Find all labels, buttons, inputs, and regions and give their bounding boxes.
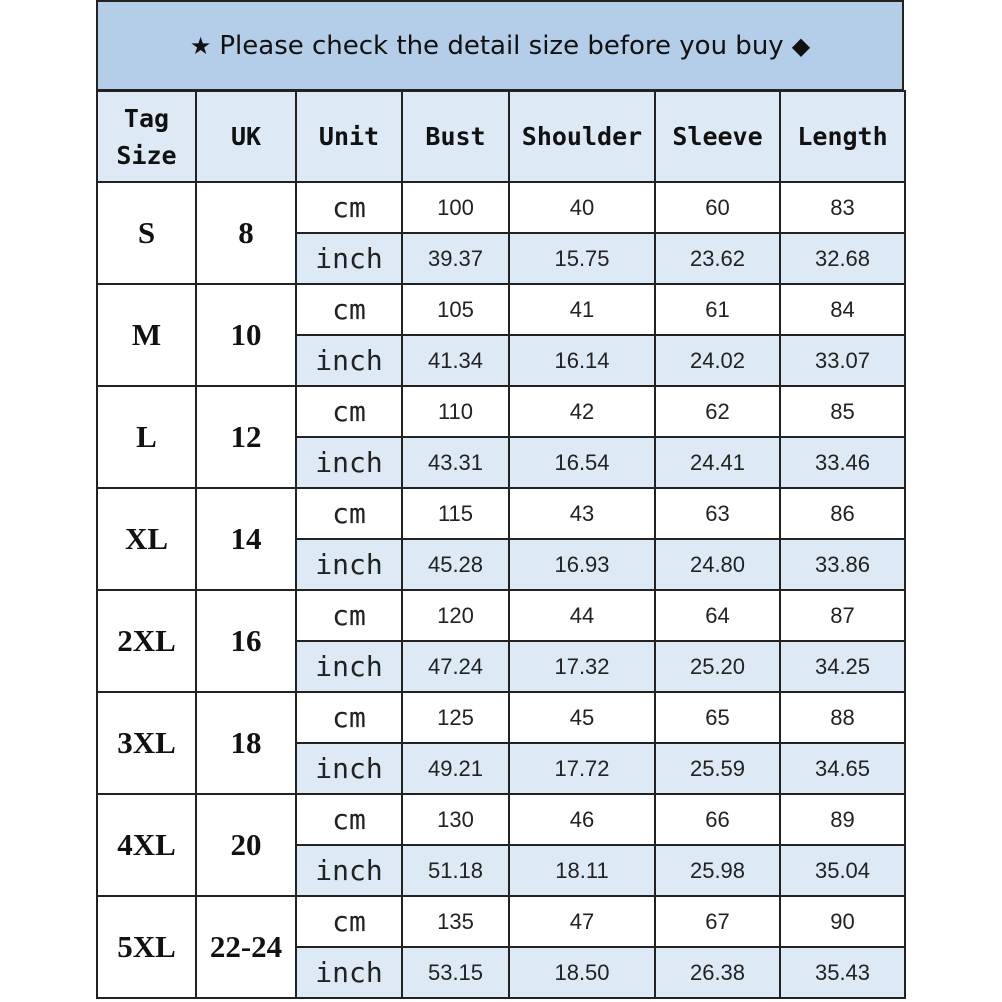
shoulder-cell: 44: [509, 590, 655, 641]
length-cell: 32.68: [780, 233, 905, 284]
diamond-icon: ◆: [791, 31, 811, 60]
unit-cell: cm: [296, 488, 402, 539]
unit-cell: inch: [296, 539, 402, 590]
header-tag-line2: Size: [116, 140, 177, 170]
sleeve-cell: 65: [655, 692, 780, 743]
bust-cell: 39.37: [402, 233, 509, 284]
uk-size-cell: 18: [196, 692, 296, 794]
shoulder-cell: 46: [509, 794, 655, 845]
tag-size-cell: 3XL: [97, 692, 196, 794]
sleeve-cell: 63: [655, 488, 780, 539]
size-row-cm: [97, 386, 905, 437]
header-bust: Bust: [402, 91, 509, 182]
uk-size-cell: 14: [196, 488, 296, 590]
size-row-cm: [97, 284, 905, 335]
length-cell: 85: [780, 386, 905, 437]
sleeve-cell: 24.41: [655, 437, 780, 488]
sleeve-cell: 25.20: [655, 641, 780, 692]
bust-cell: 41.34: [402, 335, 509, 386]
star-icon: ★: [189, 31, 212, 60]
bust-cell: 125: [402, 692, 509, 743]
sleeve-cell: 26.38: [655, 947, 780, 998]
header-tag-line1: Tag: [123, 103, 170, 133]
bust-cell: 130: [402, 794, 509, 845]
length-cell: 84: [780, 284, 905, 335]
size-row-cm: [97, 590, 905, 641]
length-cell: 89: [780, 794, 905, 845]
banner: [96, 0, 904, 91]
tag-size-cell: 5XL: [97, 896, 196, 998]
length-cell: 88: [780, 692, 905, 743]
unit-cell: inch: [296, 641, 402, 692]
tag-size-cell: M: [97, 284, 196, 386]
unit-cell: inch: [296, 947, 402, 998]
bust-cell: 110: [402, 386, 509, 437]
bust-cell: 47.24: [402, 641, 509, 692]
length-cell: 35.43: [780, 947, 905, 998]
shoulder-cell: 16.14: [509, 335, 655, 386]
bust-cell: 115: [402, 488, 509, 539]
uk-size-cell: 20: [196, 794, 296, 896]
size-row-cm: [97, 794, 905, 845]
uk-size-cell: 10: [196, 284, 296, 386]
sleeve-cell: 66: [655, 794, 780, 845]
shoulder-cell: 45: [509, 692, 655, 743]
header-row: [97, 91, 905, 182]
shoulder-cell: 17.32: [509, 641, 655, 692]
size-row-cm: [97, 692, 905, 743]
bust-cell: 43.31: [402, 437, 509, 488]
uk-size-cell: 16: [196, 590, 296, 692]
uk-size-cell: 22-24: [196, 896, 296, 998]
length-cell: 33.07: [780, 335, 905, 386]
length-cell: 87: [780, 590, 905, 641]
sleeve-cell: 62: [655, 386, 780, 437]
length-cell: 33.86: [780, 539, 905, 590]
sleeve-cell: 25.59: [655, 743, 780, 794]
uk-size-cell: 12: [196, 386, 296, 488]
shoulder-cell: 41: [509, 284, 655, 335]
length-cell: 34.65: [780, 743, 905, 794]
shoulder-cell: 15.75: [509, 233, 655, 284]
shoulder-cell: 17.72: [509, 743, 655, 794]
length-cell: 86: [780, 488, 905, 539]
sleeve-cell: 64: [655, 590, 780, 641]
length-cell: 34.25: [780, 641, 905, 692]
sleeve-cell: 25.98: [655, 845, 780, 896]
shoulder-cell: 43: [509, 488, 655, 539]
shoulder-cell: 42: [509, 386, 655, 437]
sleeve-cell: 23.62: [655, 233, 780, 284]
size-row-cm: [97, 182, 905, 233]
unit-cell: cm: [296, 794, 402, 845]
length-cell: 33.46: [780, 437, 905, 488]
length-cell: 90: [780, 896, 905, 947]
tag-size-cell: 4XL: [97, 794, 196, 896]
bust-cell: 45.28: [402, 539, 509, 590]
header-unit: Unit: [296, 91, 402, 182]
unit-cell: inch: [296, 233, 402, 284]
bust-cell: 53.15: [402, 947, 509, 998]
uk-size-cell: 8: [196, 182, 296, 284]
bust-cell: 120: [402, 590, 509, 641]
header-sleeve: Sleeve: [655, 91, 780, 182]
header-length: Length: [780, 91, 905, 182]
header-tag-size: [97, 91, 196, 182]
shoulder-cell: 18.11: [509, 845, 655, 896]
size-row-cm: [97, 896, 905, 947]
tag-size-cell: XL: [97, 488, 196, 590]
shoulder-cell: 18.50: [509, 947, 655, 998]
unit-cell: cm: [296, 284, 402, 335]
length-cell: 35.04: [780, 845, 905, 896]
shoulder-cell: 16.93: [509, 539, 655, 590]
unit-cell: cm: [296, 386, 402, 437]
tag-size-cell: L: [97, 386, 196, 488]
shoulder-cell: 47: [509, 896, 655, 947]
header-shoulder: Shoulder: [509, 91, 655, 182]
unit-cell: cm: [296, 182, 402, 233]
sleeve-cell: 24.80: [655, 539, 780, 590]
unit-cell: inch: [296, 335, 402, 386]
sleeve-cell: 24.02: [655, 335, 780, 386]
bust-cell: 135: [402, 896, 509, 947]
bust-cell: 100: [402, 182, 509, 233]
shoulder-cell: 40: [509, 182, 655, 233]
length-cell: 83: [780, 182, 905, 233]
size-row-cm: [97, 488, 905, 539]
sleeve-cell: 60: [655, 182, 780, 233]
unit-cell: inch: [296, 743, 402, 794]
tag-size-cell: 2XL: [97, 590, 196, 692]
size-table: [96, 90, 906, 999]
unit-cell: inch: [296, 845, 402, 896]
sleeve-cell: 67: [655, 896, 780, 947]
size-chart: [96, 0, 904, 1002]
unit-cell: inch: [296, 437, 402, 488]
unit-cell: cm: [296, 590, 402, 641]
banner-text: Please check the detail size before you buy: [219, 30, 784, 61]
bust-cell: 49.21: [402, 743, 509, 794]
shoulder-cell: 16.54: [509, 437, 655, 488]
unit-cell: cm: [296, 692, 402, 743]
header-uk: UK: [196, 91, 296, 182]
unit-cell: cm: [296, 896, 402, 947]
bust-cell: 105: [402, 284, 509, 335]
bust-cell: 51.18: [402, 845, 509, 896]
sleeve-cell: 61: [655, 284, 780, 335]
tag-size-cell: S: [97, 182, 196, 284]
